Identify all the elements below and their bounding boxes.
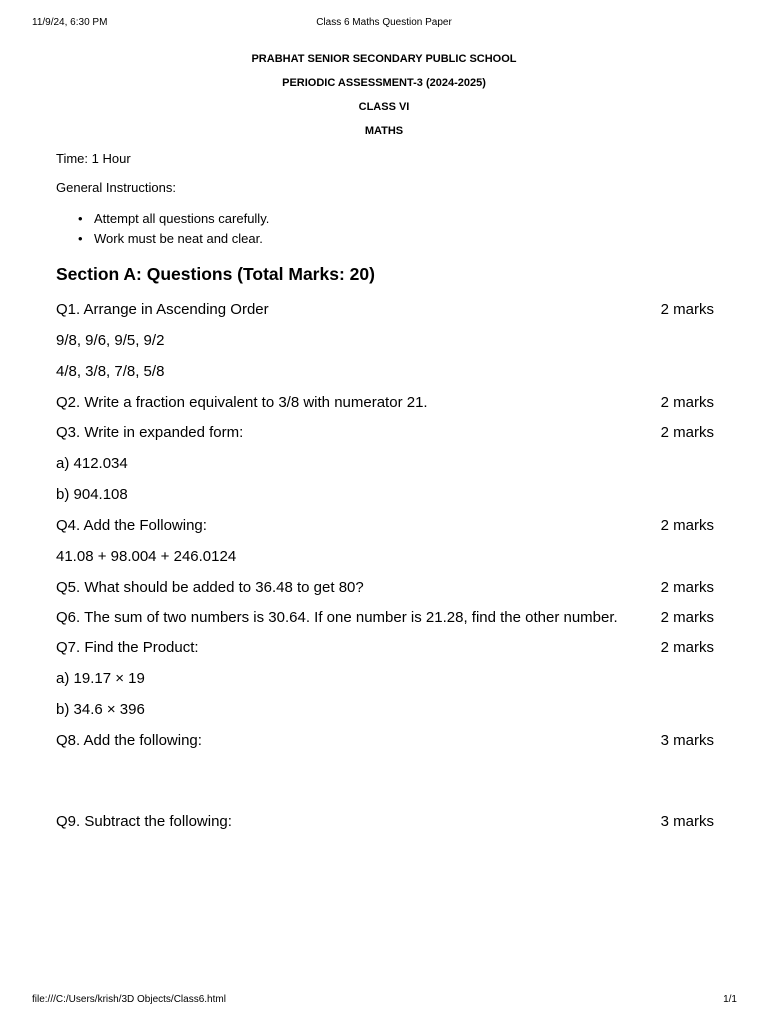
question-text: Q7. Find the Product:: [56, 639, 199, 656]
answer-line: [56, 700, 714, 720]
answer-line: [56, 362, 714, 382]
instruction-text: Attempt all questions carefully.: [94, 211, 270, 226]
page-number: 1/1: [723, 994, 737, 1005]
question-text: Q4. Add the Following:: [56, 517, 207, 534]
answer-line: [56, 669, 714, 689]
question-text: b) 34.6 × 396: [56, 701, 145, 718]
question-text: Q2. Write a fraction equivalent to 3/8 with numerator 21.: [56, 394, 428, 411]
question-row: [56, 731, 714, 751]
question-text: a) 412.034: [56, 455, 128, 472]
instructions-title: General Instructions:: [56, 180, 176, 195]
answer-line: [56, 485, 714, 505]
question-text: Q5. What should be added to 36.48 to get 80?: [56, 579, 364, 596]
question-text: a) 19.17 × 19: [56, 670, 145, 687]
question-text: Q9. Subtract the following:: [56, 813, 232, 830]
question-row: [56, 423, 714, 443]
question-text: Q6. The sum of two numbers is 30.64. If one number is 21.28, find the other number.: [56, 609, 618, 626]
question-row: [56, 638, 714, 658]
marks-label: 2 marks: [660, 424, 714, 441]
class-label: CLASS VI: [358, 101, 410, 113]
print-datetime: 11/9/24, 6:30 PM: [32, 17, 108, 28]
question-text: 41.08 + 98.004 + 246.0124: [56, 548, 237, 565]
marks-label: 2 marks: [660, 609, 714, 626]
print-document-title: Class 6 Maths Question Paper: [316, 17, 452, 28]
answer-line: [56, 454, 714, 474]
question-row: [56, 578, 714, 598]
marks-label: 2 marks: [660, 579, 714, 596]
marks-label: 2 marks: [660, 639, 714, 656]
answer-line: [56, 547, 714, 567]
list-item: [78, 230, 269, 250]
subject-label: MATHS: [364, 125, 404, 137]
time-allowed: Time: 1 Hour: [56, 151, 131, 166]
section-title: Section A: Questions (Total Marks: 20): [56, 264, 375, 284]
bullet-icon: •: [78, 211, 83, 226]
question-text: Q8. Add the following:: [56, 732, 202, 749]
marks-label: 2 marks: [660, 517, 714, 534]
question-text: 4/8, 3/8, 7/8, 5/8: [56, 363, 165, 380]
question-text: b) 904.108: [56, 486, 128, 503]
school-name: PRABHAT SENIOR SECONDARY PUBLIC SCHOOL: [251, 53, 517, 65]
marks-label: 3 marks: [660, 813, 714, 830]
print-footer: [0, 994, 768, 1008]
question-text: 9/8, 9/6, 9/5, 9/2: [56, 332, 165, 349]
marks-label: 3 marks: [660, 732, 714, 749]
question-text: Q1. Arrange in Ascending Order: [56, 301, 269, 318]
instructions-list: [56, 210, 269, 249]
marks-label: 2 marks: [660, 394, 714, 411]
file-url: file:///C:/Users/krish/3D Objects/Class6.html: [32, 994, 226, 1005]
question-row: [56, 393, 714, 413]
question-row: [56, 516, 714, 536]
bullet-icon: •: [78, 230, 83, 246]
assessment-title: PERIODIC ASSESSMENT-3 (2024-2025): [282, 77, 486, 89]
question-text: Q3. Write in expanded form:: [56, 424, 244, 441]
question-row: [56, 300, 714, 320]
question-row: [56, 608, 714, 628]
instruction-text: Work must be neat and clear.: [94, 230, 263, 246]
print-header: [0, 17, 768, 31]
list-item: [78, 210, 270, 230]
question-row: [56, 812, 714, 832]
answer-line: [56, 331, 714, 351]
marks-label: 2 marks: [660, 301, 714, 318]
